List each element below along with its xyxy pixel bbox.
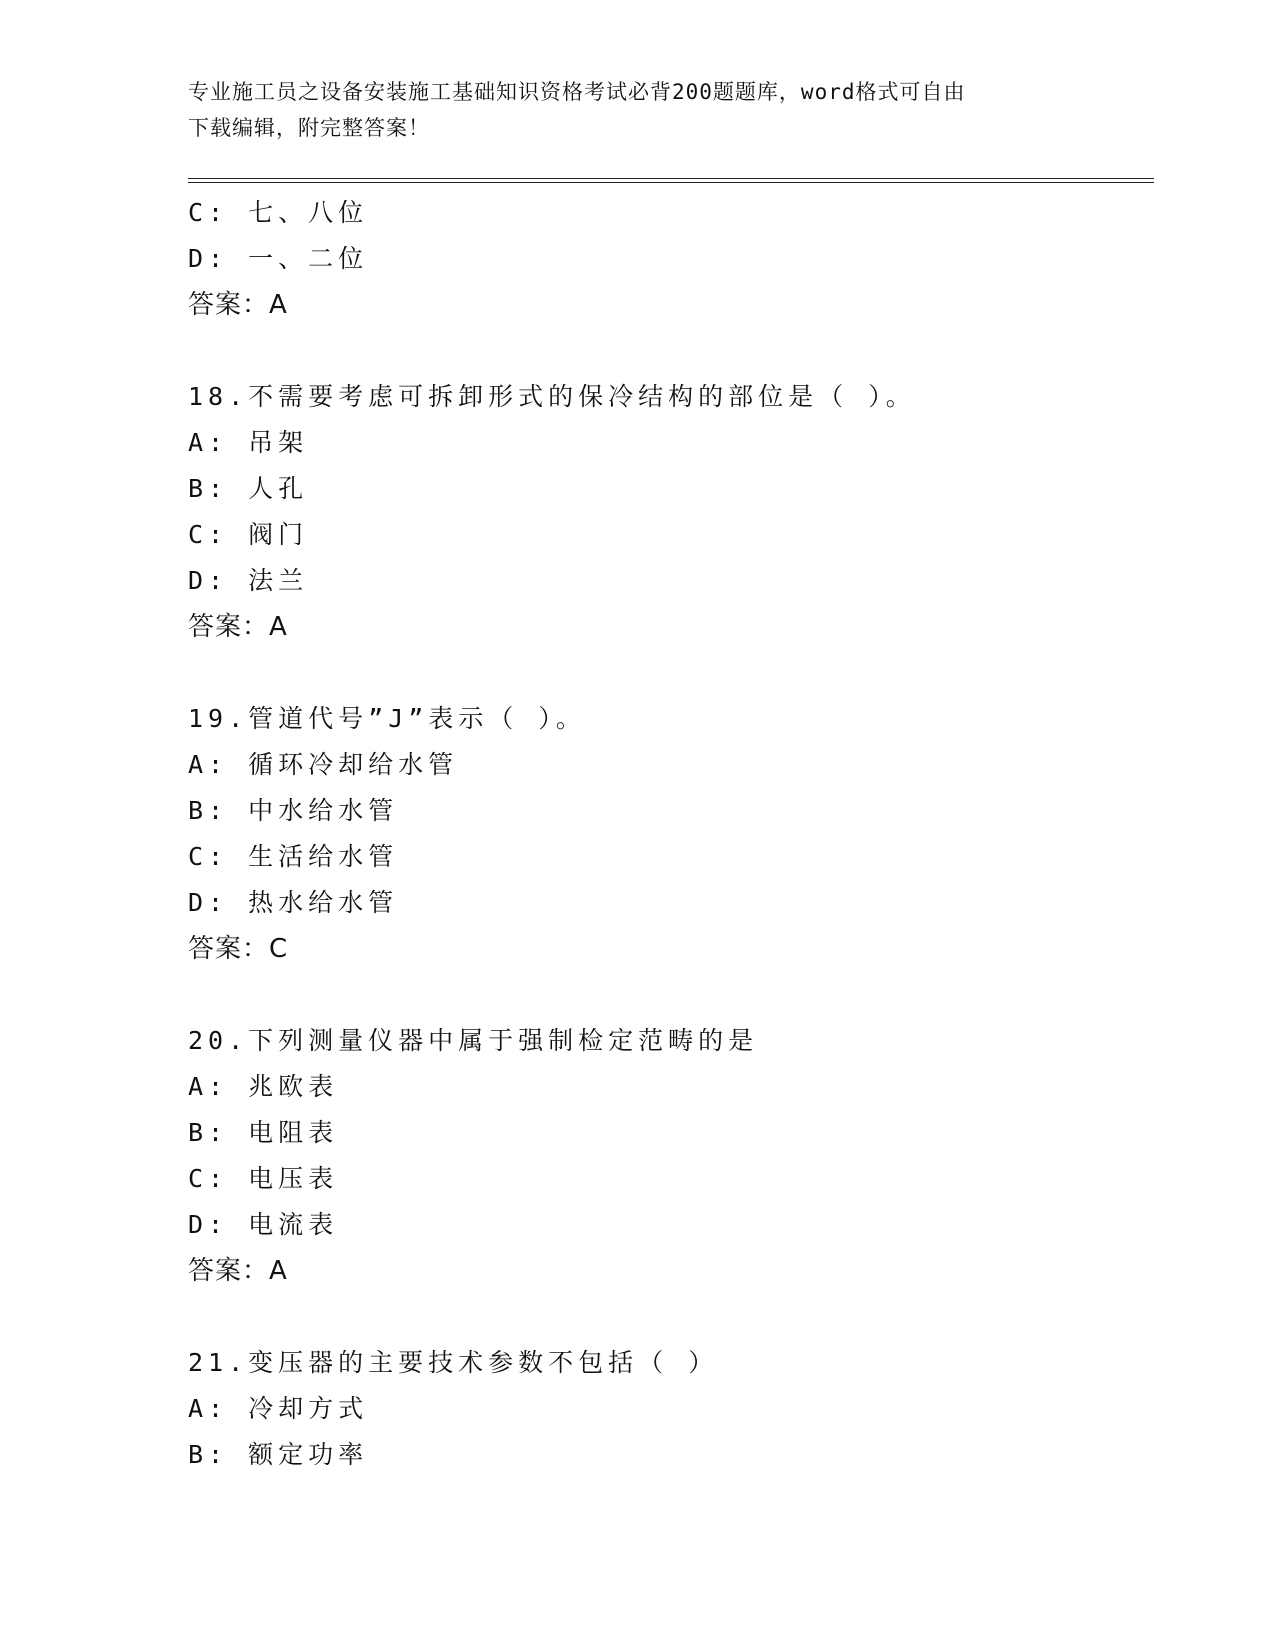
answer-line: 答案：A xyxy=(188,1256,288,1286)
header-divider-top xyxy=(188,178,1154,179)
header-title-line-1: 专业施工员之设备安装施工基础知识资格考试必背200题题库，word格式可自由 xyxy=(188,80,966,104)
option-b: B: 电阻表 xyxy=(188,1118,339,1147)
spacer xyxy=(188,328,1148,374)
option-c: C: 阀门 xyxy=(188,520,309,549)
question-18 xyxy=(188,374,1148,650)
answer-line: 答案：A xyxy=(188,290,288,320)
option-a: A: 循环冷却给水管 xyxy=(188,750,459,779)
option-d: D: 热水给水管 xyxy=(188,888,399,917)
option-a: A: 吊架 xyxy=(188,428,309,457)
question-stem: 19.管道代号”J”表示（ ）。 xyxy=(188,704,586,733)
option-d: D: 一、二位 xyxy=(188,244,369,273)
document-header xyxy=(188,74,1068,146)
question-20 xyxy=(188,1018,1148,1294)
question-19 xyxy=(188,696,1148,972)
spacer xyxy=(188,972,1148,1018)
option-b: B: 额定功率 xyxy=(188,1440,369,1469)
option-b: B: 人孔 xyxy=(188,474,309,503)
option-c: C: 生活给水管 xyxy=(188,842,399,871)
answer-line: 答案：A xyxy=(188,612,288,642)
question-stem: 20.下列测量仪器中属于强制检定范畴的是 xyxy=(188,1026,759,1055)
option-a: A: 兆欧表 xyxy=(188,1072,339,1101)
option-d: D: 电流表 xyxy=(188,1210,339,1239)
question-17-continued xyxy=(188,190,1148,328)
option-c: C: 七、八位 xyxy=(188,198,369,227)
question-stem: 18.不需要考虑可拆卸形式的保冷结构的部位是（ ）。 xyxy=(188,382,916,411)
spacer xyxy=(188,650,1148,696)
question-stem: 21.变压器的主要技术参数不包括（ ） xyxy=(188,1348,719,1377)
option-b: B: 中水给水管 xyxy=(188,796,399,825)
spacer xyxy=(188,1294,1148,1340)
option-a: A: 冷却方式 xyxy=(188,1394,369,1423)
header-divider-bottom xyxy=(188,182,1154,183)
option-d: D: 法兰 xyxy=(188,566,309,595)
option-c: C: 电压表 xyxy=(188,1164,339,1193)
header-title-line-2: 下载编辑，附完整答案！ xyxy=(188,116,430,140)
question-21 xyxy=(188,1340,1148,1478)
answer-line: 答案：C xyxy=(188,934,289,964)
question-list xyxy=(188,190,1148,1478)
